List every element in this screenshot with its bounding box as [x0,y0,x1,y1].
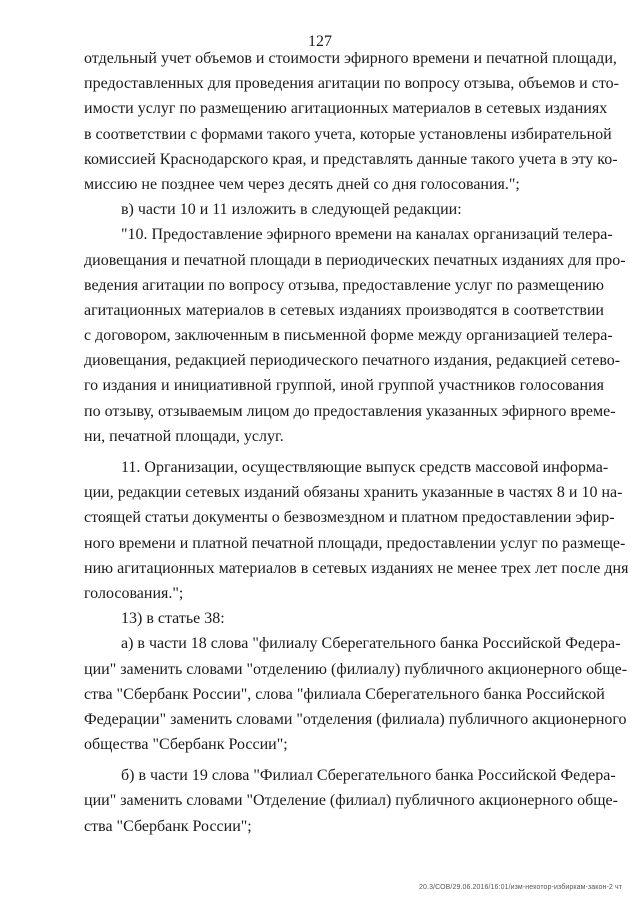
text-line: 11. Организации, осуществляющие выпуск средств массовой информа- [121,459,609,476]
text-line: ни, печатной площади, услуг. [84,427,284,445]
text-line: предоставленных для проведения агитации по вопросу отзыва, объемов и сто- [84,75,619,93]
text-line: с договором, заключенным в письменной форме между организацией телера- [84,327,613,345]
text-line: нию агитационных материалов в сетевых изданиях не менее трех лет после дня [84,559,629,577]
text-line: ного времени и платной печатной площади, предоставлении услуг по размеще- [84,534,626,552]
text-line: диовещания, редакцией периодического печатного издания, редакцией сетево- [84,352,621,370]
text-line: ства "Сбербанк России", слова "филиала Сберегательного банка Российской [84,685,605,703]
text-line: в) части 10 и 11 изложить в следующей редакции: [121,201,462,219]
text-line: 13) в статье 38: [121,610,225,628]
text-line: общества "Сбербанк России"; [84,736,288,754]
text-line: Федерации" заменить словами "отделения (филиала) публичного акционерного [84,710,627,728]
text-line: по отзыву, отзываемым лицом до предоставления указанных эфирного време- [84,402,616,420]
text-line: в соответствии с формами такого учета, которые установлены избирательной [84,125,612,143]
text-line: а) в части 18 слова "филиалу Сберегательного банка Российской Федера- [121,635,621,653]
text-line: ведения агитации по вопросу отзыва, предоставление услуг по размещению [84,276,604,294]
text-line: диовещания и печатной площади в периодических печатных изданиях для про- [84,251,626,269]
text-line: б) в части 19 слова "Филиал Сберегательного банка Российской Федера- [121,767,616,785]
text-line: комиссией Краснодарского края, и представлять данные такого учета в эту ко- [84,150,618,168]
text-line: ства "Сбербанк России"; [84,817,252,835]
text-line: агитационных материалов в сетевых изданиях производятся в соответствии [84,301,604,319]
text-line: голосования."; [84,584,184,602]
text-line: "10. Предоставление эфирного времени на каналах организаций телера- [121,226,613,244]
text-line: го издания и инициативной группой, иной группой участников голосования [84,377,604,395]
footer-stamp: 20.3/СОВ/29.06.2016/16:01/изм-некотор-избиркам-закон-2 чт [419,884,622,891]
text-line: миссию не позднее чем через десять дней со дня голосования."; [84,175,520,193]
text-line: ции" заменить словами "Отделение (филиал) публичного акционерного обще- [84,792,618,810]
text-line: стоящей статьи документы о безвозмездном и платном предоставлении эфир- [84,509,615,527]
page-number: 127 [308,33,332,50]
text-line: ции, редакции сетевых изданий обязаны хранить указанные в частях 8 и 10 на- [84,484,623,502]
document-body [84,46,629,839]
text-line: ции" заменить словами "отделению (филиалу) публичного акционерного обще- [84,660,628,678]
text-line: отдельный учет объемов и стоимости эфирного времени и печатной площади, [84,50,617,67]
text-line: имости услуг по размещению агитационных материалов в сетевых изданиях [84,100,608,118]
